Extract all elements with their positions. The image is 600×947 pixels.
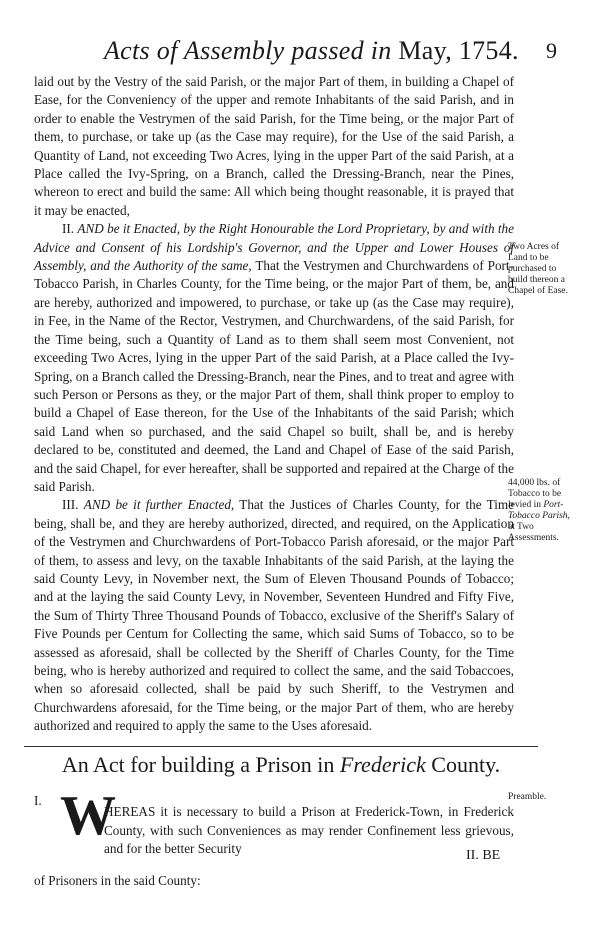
page-header <box>0 36 600 70</box>
catchword: II. BE <box>466 848 501 863</box>
section-3 <box>34 496 514 735</box>
running-title-year: 1754. <box>458 36 519 65</box>
margin-note-3a: 44,000 lbs. of Tobacco to be levied in <box>508 478 562 510</box>
section-2-number: II. <box>62 221 75 237</box>
act-title <box>24 752 538 778</box>
act-preamble-text: HEREAS it is necessary to build a Prison at Frederick-Town, in Frederick County, with such Conveniences as may render Confinement less grievous, and for the better Security <box>104 804 514 856</box>
drop-cap: W <box>60 785 116 847</box>
margin-note-section-2: Two Acres of Land to be purchased to build thereon a Chapel of Ease. <box>508 242 568 296</box>
act-preamble <box>34 785 514 903</box>
margin-note-section-3 <box>508 478 574 544</box>
section-2 <box>34 220 514 496</box>
margin-note-3c: at Two Assessments. <box>508 522 559 543</box>
margin-note-preamble: Preamble. <box>508 792 547 802</box>
act-title-pre: An Act for building a Prison in <box>61 752 335 777</box>
section-1-text: laid out by the Vestry of the said Parish, or the major Part of them, in building a Chapel of Ease, for the Conveniency of the upper and remote Inhabitants of the said Parish, and in order to enable the Vestrymen of the said Parish, for the Time being, or the major Part of them, to purchase, or take up (as the Case may require), for the Use of the said Parish, a Quantity of Land, not exceeding Two Acres, lying in the upper Part of the said Parish, at a Place called the Ivy-Spring, on a Branch, called the Dressing-Branch, near the Pines, whereon to erect and build the same: All which being thought reasonable, it is prayed that it may be enacted, <box>34 74 514 218</box>
act-title-place: Frederick <box>339 752 426 777</box>
running-title <box>104 36 519 66</box>
section-3-enacting-clause: AND be it further Enacted, <box>83 497 235 513</box>
section-2-enacting-clause: AND be it Enacted, by the Right Honourable the Lord Proprietary, by and with the Advice and Consent of his Lordship's Governor, and the Upper and Lower Houses of Assembly, and the Authority of the same, <box>34 221 515 274</box>
act-section-number: I. <box>34 793 42 808</box>
running-title-italic: Acts of Assembly passed in <box>104 36 392 65</box>
margin-note-3b: Port-Tobacco Parish, <box>508 500 570 521</box>
section-3-text: That the Justices of Charles County, for the Time being, shall be, and they are hereby authorized, directed, and required, on the Application of the Vestrymen and Churchwardens of Port-Tobacco Parish aforesaid, or the major Part of them, to assess and levy, on the taxable Inhabitants of the said Parish, at the laying the said County Levy, in November next, the Sum of Eleven Thousand Pounds of Tobacco; and at the laying the said County Levy, in November, Seventeen Hundred and Fifty Five, the Sum of Thirty Three Thousand Pounds of Tobacco, exclusive of the Sheriff's Salary of Five Pounds per Centum for Collecting the same, which said Sums of Tobacco, so to be assessed as aforesaid, shall be collected by the Sheriff of Charles County, for the Time being, who is hereby authorized and required to collect the same, and the said Tobaccoes, when so aforesaid collected, shall be paid by such Sheriff, to the Vestrymen and Churchwardens aforesaid, for the Time being, or the major Part of them, who are hereby authorized and required to apply the same to the Uses aforesaid. <box>34 497 515 734</box>
section-3-number: III. <box>62 497 79 513</box>
section-2-text: That the Vestrymen and Churchwardens of Port-Tobacco Parish, in Charles County, for the Time being, or the major Part of them, be, and are hereby, authorized and impowered, to purchase, or take up (as the Case may require), in Fee, in the Name of the Rector, Vestrymen, and Churchwardens, of the said Parish, for the Time being, such a Quantity of Land as to them shall seem most Convenient, not exceeding Two Acres, lying in the upper Part of the said Parish, at a Place called the Ivy-Spring, on a Branch called the Dressing-Branch, near the Pines, and to treat and agree with such Person or Persons as they, or the major Part of them, shall think proper to employ to build a Chapel of Ease thereon, for the Use of the Inhabitants of the said Parish; which said Land when so purchased, and the said Chapel so built, shall be, and is hereby declared to be, constituted and deemed, the Land and Chapel of Ease of the said Parish, and the said Chapel, for ever hereafter, shall be supported and repaired at the Charge of the said Parish. <box>34 258 514 494</box>
page-number: 9 <box>546 38 557 63</box>
act-title-post: County. <box>431 752 501 777</box>
act-preamble-last-line: of Prisoners in the said County: <box>34 872 201 888</box>
section-divider <box>24 746 538 747</box>
running-title-month: May, <box>398 36 452 65</box>
main-text <box>34 73 514 736</box>
